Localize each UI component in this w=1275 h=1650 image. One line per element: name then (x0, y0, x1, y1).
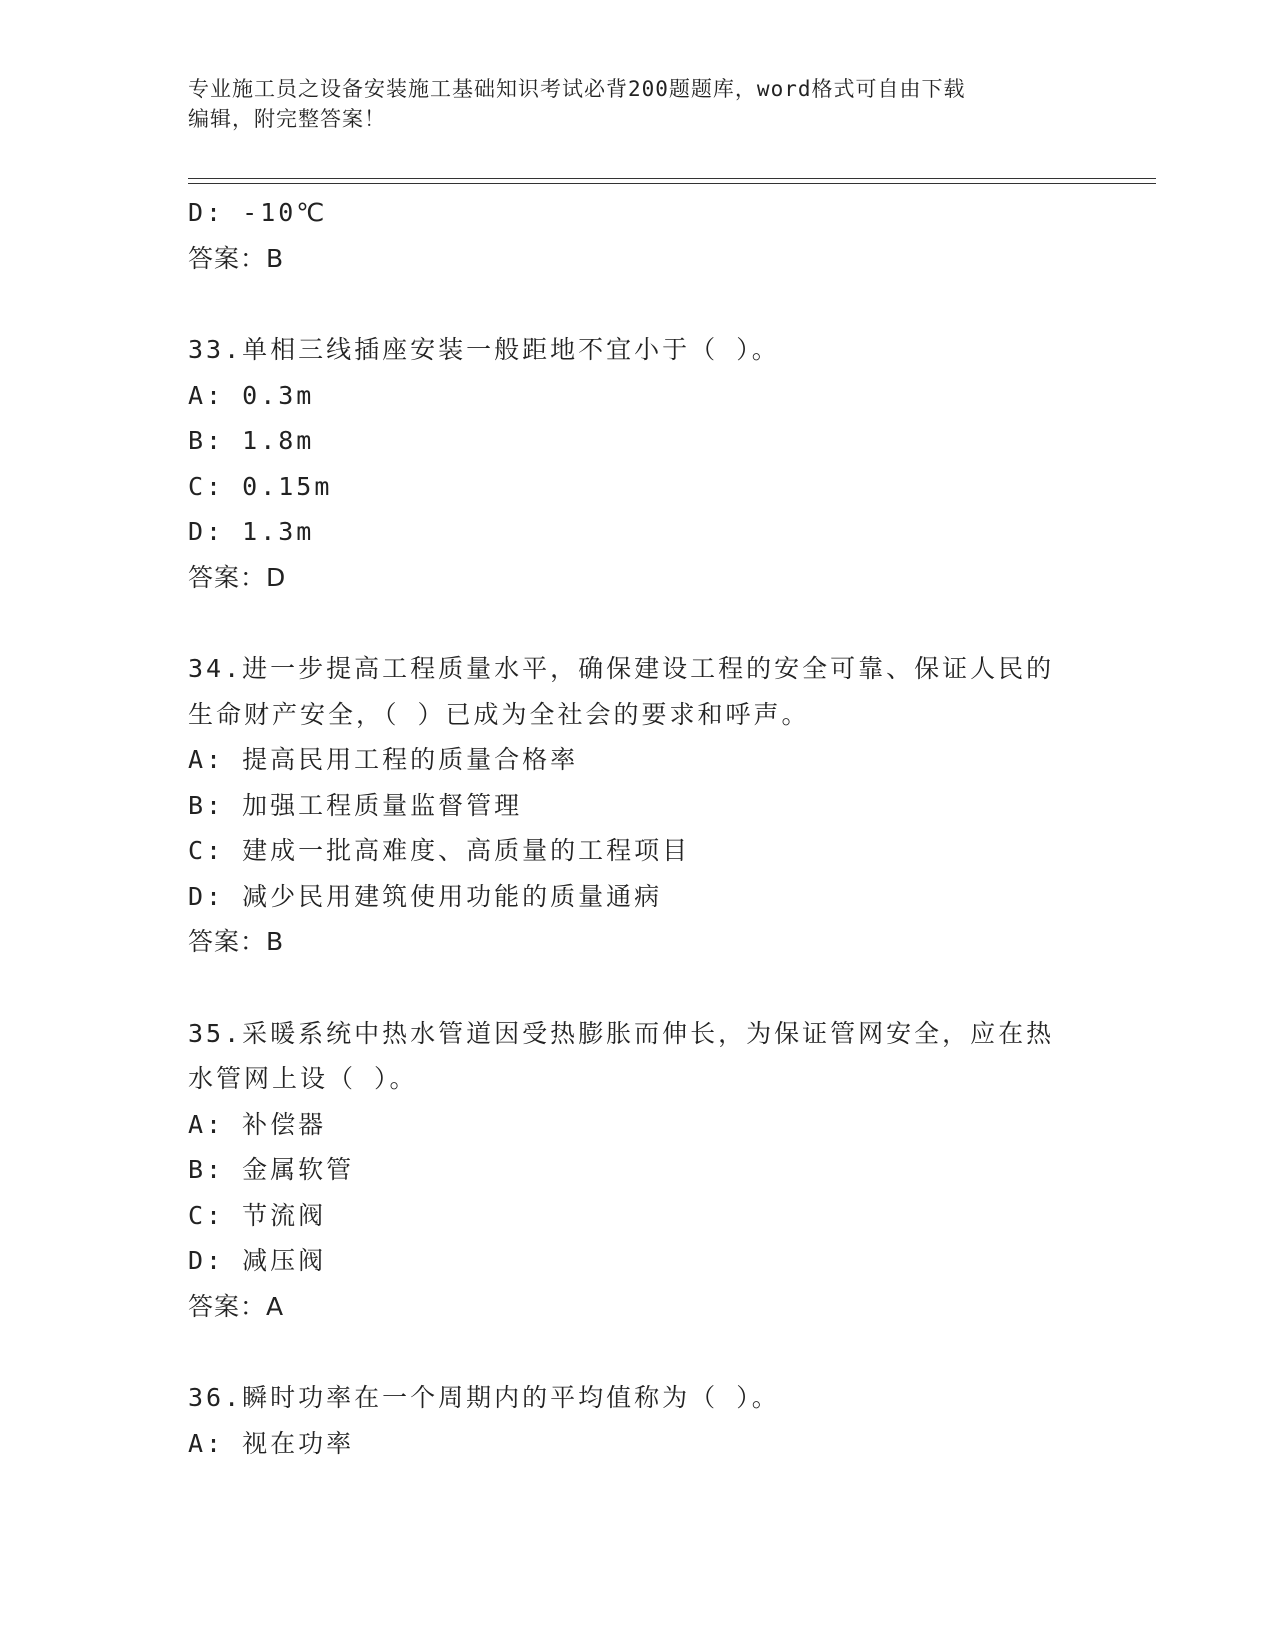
question-stem-line-1: 35.采暖系统中热水管道因受热膨胀而伸长，为保证管网安全，应在热 (188, 1018, 1055, 1048)
question-stem: 36.瞬时功率在一个周期内的平均值称为（ ）。 (188, 1383, 780, 1412)
option-d: D: 减压阀 (188, 1246, 327, 1275)
question-33 (188, 327, 1088, 600)
option-b: B: 金属软管 (188, 1155, 355, 1184)
question-32-tail (188, 190, 1088, 281)
option-b: B: 加强工程质量监督管理 (188, 790, 523, 820)
option-a: A: 视在功率 (188, 1428, 355, 1458)
option-c: C: 建成一批高难度、高质量的工程项目 (188, 836, 691, 865)
question-stem-line-2: 水管网上设（ ）。 (188, 1064, 418, 1093)
header-title-line-2: 编辑，附完整答案！ (188, 107, 386, 131)
question-35 (188, 1011, 1088, 1330)
option-b: B: 1.8m (188, 426, 315, 455)
question-stem: 33.单相三线插座安装一般距地不宜小于（ ）。 (188, 335, 780, 364)
spacer (188, 965, 1088, 1011)
document-header (188, 74, 1088, 134)
answer-line: 答案：B (188, 243, 285, 273)
option-c: C: 0.15m (188, 471, 333, 501)
header-divider-top (188, 178, 1156, 179)
question-list (188, 190, 1088, 1466)
header-divider-bottom (188, 183, 1156, 184)
option-a: A: 0.3m (188, 380, 315, 410)
spacer (188, 600, 1088, 646)
option-c: C: 节流阀 (188, 1200, 327, 1230)
option-a: A: 提高民用工程的质量合格率 (188, 745, 579, 774)
question-36 (188, 1375, 1088, 1466)
option-a: A: 补偿器 (188, 1109, 327, 1139)
option-d: D: 减少民用建筑使用功能的质量通病 (188, 881, 663, 911)
header-title-line-1: 专业施工员之设备安装施工基础知识考试必背200题题库，word格式可自由下载 (188, 77, 966, 101)
answer-line: 答案：D (188, 562, 287, 592)
spacer (188, 281, 1088, 327)
option-d: D: -10℃ (188, 198, 328, 227)
option-d: D: 1.3m (188, 517, 315, 546)
question-34 (188, 646, 1088, 965)
question-stem-line-2: 生命财产安全，（ ）已成为全社会的要求和呼声。 (188, 699, 810, 729)
answer-line: 答案：A (188, 1291, 285, 1321)
spacer (188, 1329, 1088, 1375)
question-stem-line-1: 34.进一步提高工程质量水平，确保建设工程的安全可靠、保证人民的 (188, 654, 1055, 683)
answer-line: 答案：B (188, 927, 285, 956)
